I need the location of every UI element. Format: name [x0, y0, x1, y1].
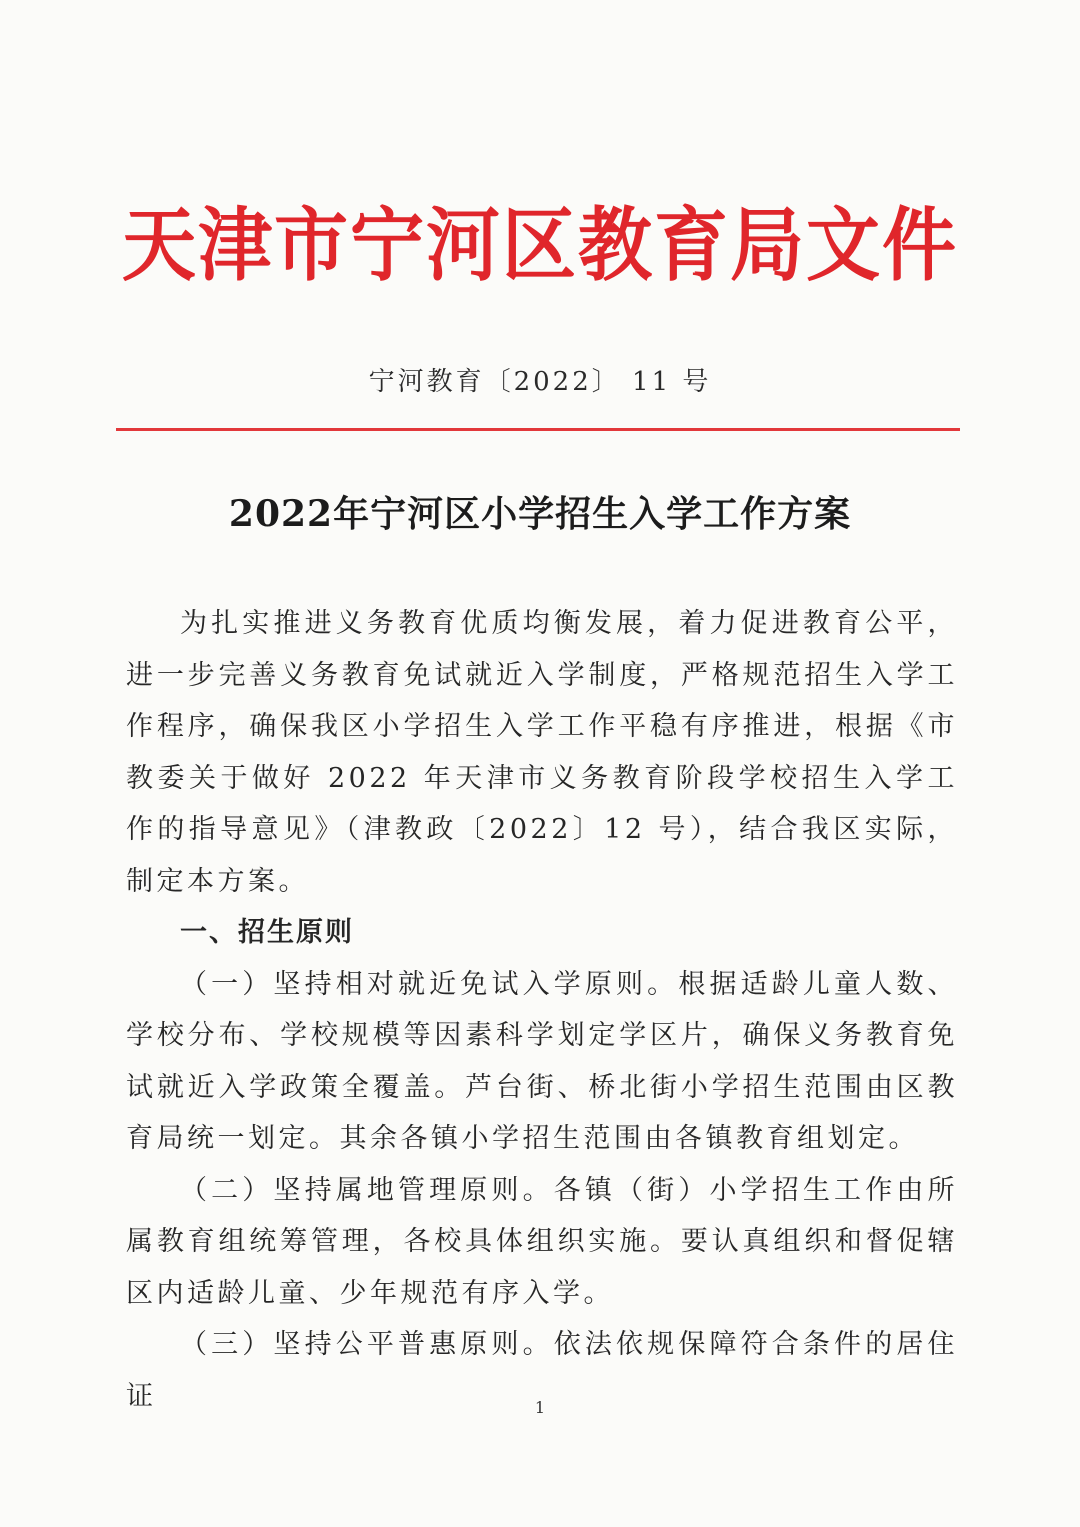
document-number: 宁河教育〔2022〕 11 号 — [368, 367, 712, 397]
intro-paragraph: 为扎实推进义务教育优质均衡发展，着力促进教育公平，进一步完善义务教育免试就近入学制度，严格规范招生入学工作程序，确保我区小学招生入学工作平稳有序推进，根据《市教委关于做好 2022 年天津市义务教育阶段学校招生入学工作的指导意见》（津教政〔2022〕12 号），结合我区实际，制定本方案。 — [126, 608, 958, 897]
document-title: 2022年宁河区小学招生入学工作方案 — [228, 493, 852, 535]
section-heading-principles: 一、招生原则 — [180, 917, 354, 948]
page-number: 1 — [534, 1398, 546, 1417]
masthead-title: 天津市宁河区教育局文件 — [122, 199, 958, 293]
red-divider-line — [116, 428, 960, 431]
principle-paragraph-3: （三）坚持公平普惠原则。依法依规保障符合条件的居住证 — [126, 1329, 958, 1412]
principle-paragraph-2: （二）坚持属地管理原则。各镇（街）小学招生工作由所属教育组统筹管理，各校具体组织实施。要认真组织和督促辖区内适龄儿童、少年规范有序入学。 — [126, 1174, 958, 1309]
principle-paragraph-1: （一）坚持相对就近免试入学原则。根据适龄儿童人数、学校分布、学校规模等因素科学划定学区片，确保义务教育免试就近入学政策全覆盖。芦台街、桥北街小学招生范围由区教育局统一划定。其余各镇小学招生范围由各镇教育组划定。 — [126, 968, 958, 1154]
document-body — [126, 598, 958, 1422]
